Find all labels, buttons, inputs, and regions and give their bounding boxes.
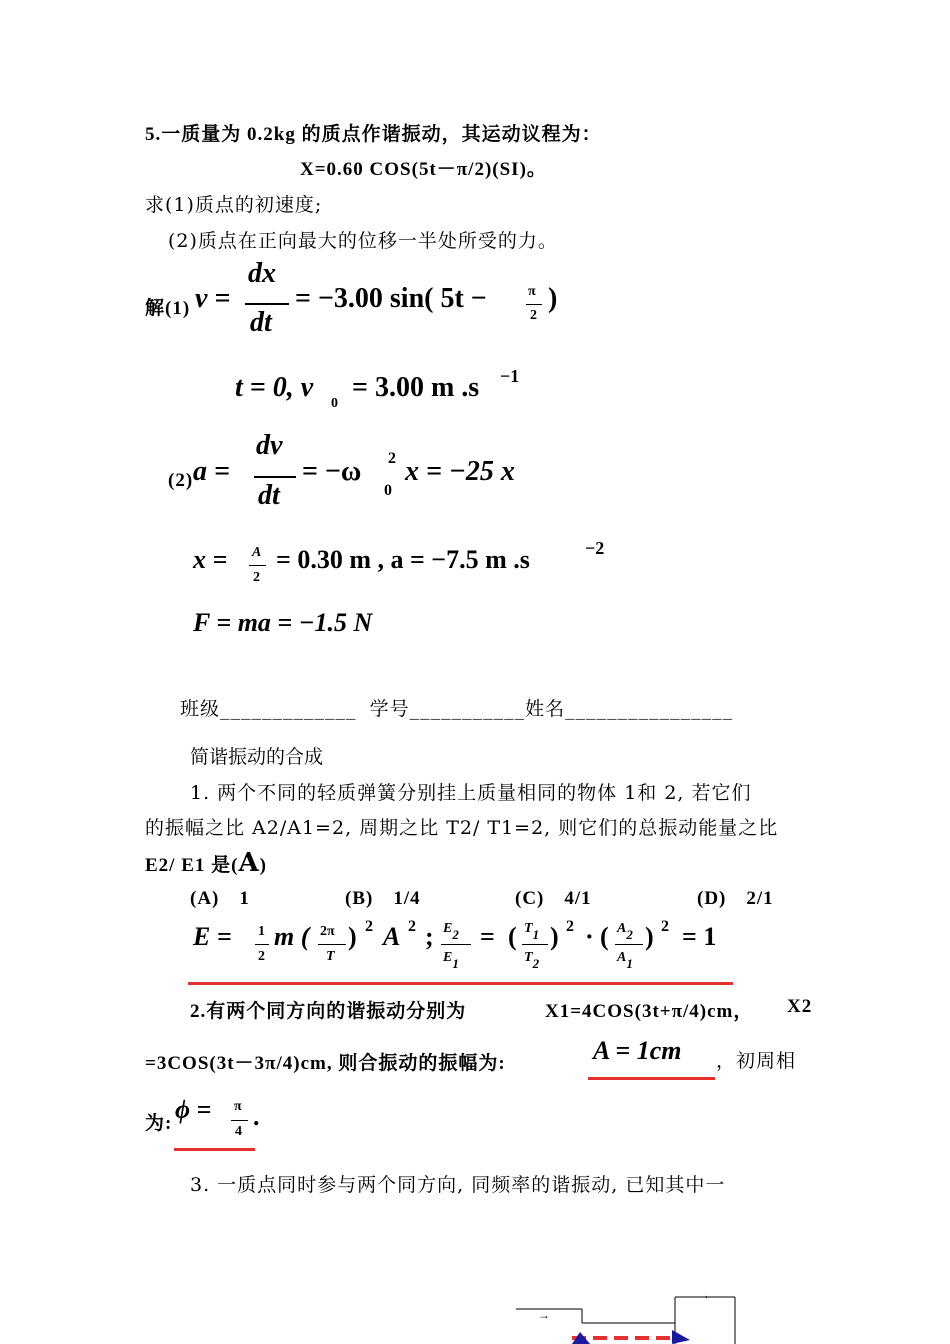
q2-line2: =3COS(3t－3π/4)cm, 则合振动的振幅为:: [145, 1053, 506, 1074]
period-denominator: T: [326, 949, 335, 964]
q1-suffix: ): [259, 855, 267, 876]
fraction-bar: [522, 944, 548, 945]
problem5-q1: 求(1)质点的初速度;: [145, 194, 323, 216]
fraction-bar: [254, 476, 296, 478]
fraction-bar: [526, 304, 542, 305]
q2-line1: [190, 996, 466, 1023]
square-exp: 2: [365, 918, 373, 935]
vector-arrowhead-right: [672, 1330, 690, 1344]
twopi-numerator: 2π: [320, 924, 335, 939]
q1-option-d[interactable]: (D) 2/1: [697, 888, 774, 909]
v0-subscript: 0: [331, 396, 338, 411]
four-denominator: 4: [235, 1124, 242, 1139]
mass-term: m (: [274, 922, 310, 951]
x-lhs: x =: [193, 545, 228, 574]
problem5-title: 5.一质量为 0.2kg 的质点作谐振动，其运动议程为：: [145, 124, 602, 145]
q1-option-c[interactable]: (C) 4/1: [515, 888, 592, 909]
name-blank: ________________: [565, 698, 734, 720]
square-exp: 2: [408, 918, 416, 935]
q1-option-b[interactable]: (B) 1/4: [345, 888, 421, 909]
q2-x1: X1=4COS(3t+π/4)cm，: [545, 1001, 754, 1022]
omega-subscript: 0: [384, 482, 392, 499]
A2-numerator: A2: [617, 921, 633, 942]
vector-arrow-symbol: →: [698, 1288, 710, 1302]
two-denominator: 2: [530, 308, 537, 323]
fraction-bar: [441, 944, 471, 945]
T1-numerator: T1: [524, 921, 540, 942]
a-rhs-2: x = −25 x: [405, 456, 515, 487]
pi-numerator: π: [528, 284, 536, 299]
q3-line1: 3. 一质点同时参与两个同方向, 同频率的谐振动, 已知其中一: [190, 1174, 726, 1196]
class-blank: _____________: [220, 698, 357, 720]
open-paren: (: [600, 922, 609, 951]
x-exponent: −2: [585, 538, 605, 558]
half-denominator: 2: [258, 949, 265, 964]
semicolon: ;: [425, 922, 434, 951]
vector-arrow-symbol: →: [538, 1308, 550, 1322]
q1-line2: 的振幅之比 A2/A1=2, 周期之比 T2/ T1=2, 则它们的总振动能量之比: [145, 817, 779, 839]
A1-denominator: A1: [617, 950, 633, 971]
student-id-label: 学号: [369, 698, 410, 720]
A-numerator: A: [252, 545, 262, 560]
t0-exponent: −1: [500, 366, 520, 386]
E2-numerator: E2: [443, 921, 459, 942]
q1-option-a[interactable]: (A) 1: [190, 888, 250, 909]
v-rhs: = −3.00 sin( 5t −: [295, 283, 487, 314]
phase-answer: ϕ =: [175, 1095, 212, 1124]
square-exp: 2: [661, 918, 669, 935]
dt-denominator: dt: [250, 307, 272, 338]
t0-lhs: t = 0, v: [235, 372, 314, 403]
dot-operator: ·: [585, 922, 594, 951]
answer-underline: [588, 1077, 715, 1080]
period-mark: .: [253, 1102, 260, 1131]
dx-numerator: dx: [248, 258, 276, 289]
fraction-bar: [231, 1120, 248, 1121]
class-field: [180, 694, 733, 721]
dt-denominator-2: dt: [258, 480, 280, 511]
square-exp: 2: [566, 918, 574, 935]
problem5-equation: X=0.60 COS(5t－π/2)(SI)。: [300, 159, 547, 180]
fraction-bar: [255, 944, 269, 945]
two-denominator-2: 2: [253, 570, 260, 585]
q2-line3-prefix: 为:: [145, 1113, 173, 1134]
pi-numerator: π: [234, 1099, 242, 1114]
solution-label-1: 解(1): [145, 298, 191, 319]
amplitude-term: A: [383, 922, 401, 951]
close-paren: ): [645, 922, 654, 951]
E1-denominator: E1: [443, 950, 459, 971]
q2-intro: 2.有两个同方向的谐振动分别为: [190, 1001, 467, 1022]
fraction-bar: [615, 944, 643, 945]
fraction-bar: [249, 565, 266, 566]
student-id-blank: ___________: [409, 698, 526, 720]
problem5-q2: (2)质点在正向最大的位移一半处所受的力。: [168, 230, 558, 252]
a-lhs: a =: [193, 456, 230, 487]
name-label: 姓名: [525, 698, 566, 720]
x-rhs: = 0.30 m , a = −7.5 m .s: [276, 545, 530, 574]
fraction-bar: [245, 303, 289, 305]
vector-figure: [500, 1285, 750, 1344]
dv-numerator: dv: [256, 430, 283, 461]
close-paren: ): [548, 283, 558, 314]
half-numerator: 1: [258, 924, 265, 939]
amplitude-answer: A = 1cm: [593, 1036, 682, 1065]
energy-lhs: E =: [193, 922, 232, 951]
omega-superscript: 2: [388, 450, 396, 467]
equals: =: [480, 922, 495, 951]
answer-underline: [174, 1148, 255, 1151]
q1-answer: A: [238, 848, 260, 878]
q1-prefix: E2/ E1 是(: [145, 855, 239, 876]
solution-label-2: (2): [168, 470, 194, 491]
t0-rhs: = 3.00 m .s: [352, 372, 480, 403]
section-title: 简谐振动的合成: [190, 746, 324, 768]
answer-underline: [188, 982, 733, 985]
q1-line1: 1. 两个不同的轻质弹簧分别挂上质量相同的物体 1和 2, 若它们: [190, 782, 752, 804]
energy-ratio-result: = 1: [682, 922, 717, 951]
close-paren: ): [348, 922, 357, 951]
q2-line2-suffix: ，初周相: [716, 1050, 797, 1072]
T2-denominator: T2: [524, 950, 540, 971]
fraction-bar: [318, 944, 346, 945]
q1-line3: [145, 848, 267, 878]
open-paren: (: [508, 922, 517, 951]
close-paren: ): [550, 922, 559, 951]
a-rhs: = −ω: [302, 456, 362, 487]
force-equation: F = ma = −1.5 N: [193, 608, 373, 637]
v-lhs: v =: [195, 283, 231, 314]
class-label: 班级: [180, 698, 221, 720]
q2-x2: X2: [787, 996, 813, 1017]
